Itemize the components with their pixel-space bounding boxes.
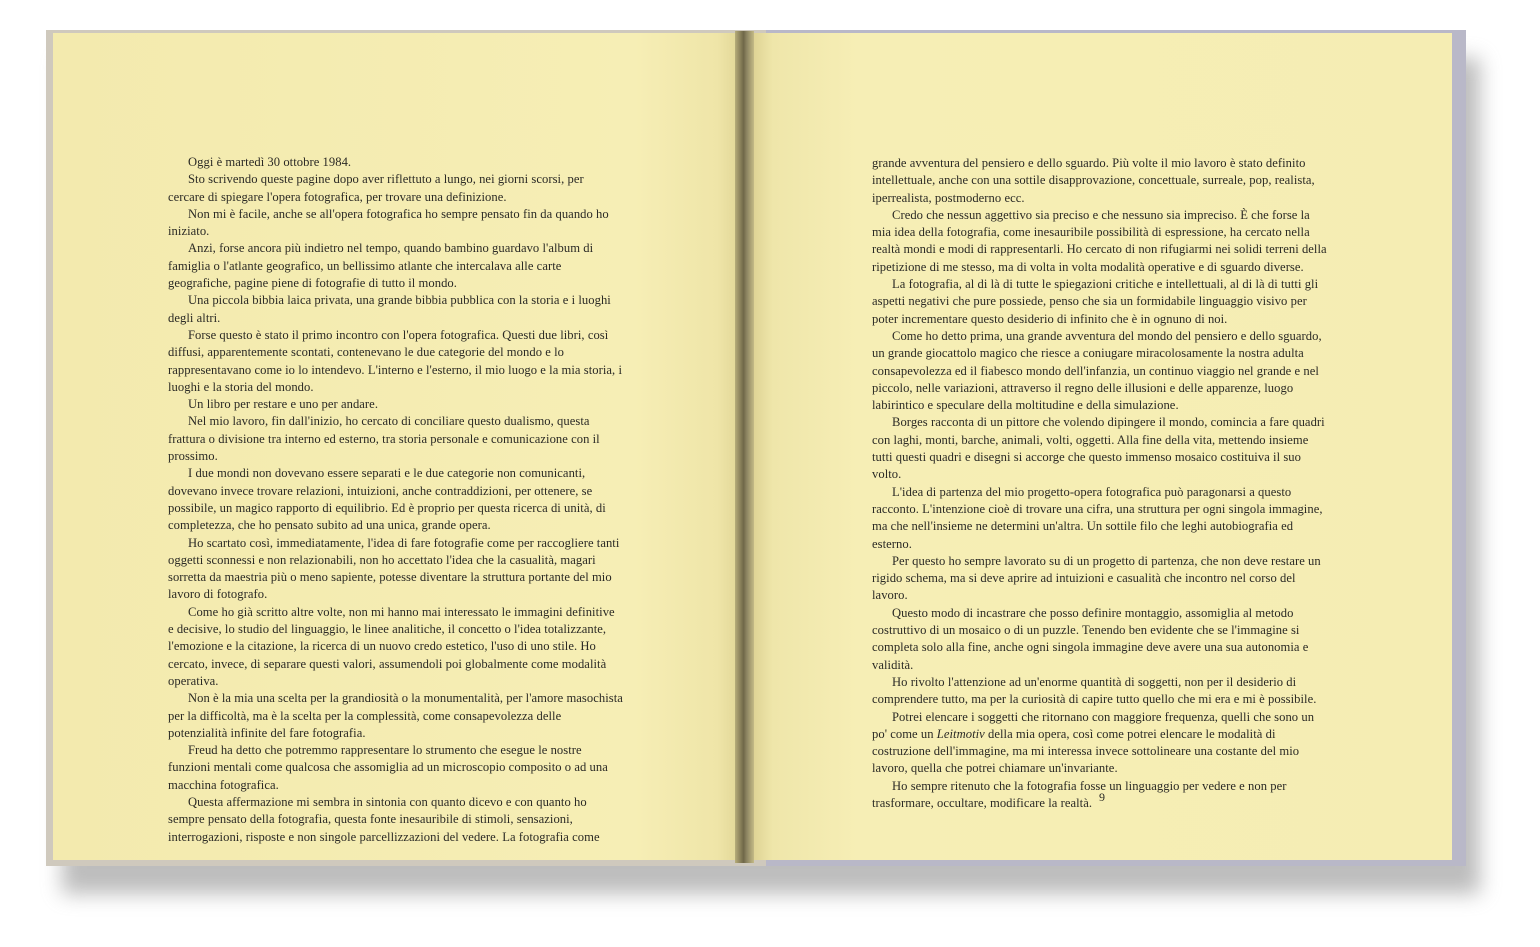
paragraph: Per questo ho sempre lavorato su di un progetto di partenza, che non deve restare un rigido schema, ma si deve aprire ad intuizioni e casualità che incontro nel corso del lavoro. — [872, 553, 1321, 603]
paragraph: Un libro per restare e uno per andare. — [188, 397, 379, 412]
paragraph: Forse questo è stato il primo incontro con l'opera fotografica. Questi due libri, così diffusi, apparentemente scontati, contenevano le due categorie del mondo e lo rappresentavano come io lo intendevo. L'interno e l'esterno, il mio luogo e la mia storia, i luoghi e la storia del mondo. — [168, 327, 622, 394]
page-number: 9 — [1099, 790, 1105, 804]
paragraph: Una piccola bibbia laica privata, una grande bibbia pubblica con la storia e i luoghi degli altri. — [168, 293, 611, 325]
paragraph: Potrei elencare i soggetti che ritornano con maggiore frequenza, quelli che sono un po' come un Leitmotiv della mia opera, così come potrei elencare le modalità di costruzione dell'immagine, ma mi interessa invece sottolineare una costante del mio lavoro, quella che potrei chiamare un'invariante. — [872, 709, 1315, 776]
right-page-text — [872, 155, 1332, 812]
paragraph: Freud ha detto che potremmo rappresentare lo strumento che esegue le nostre funzioni mentali come qualcosa che assomiglia ad un microscopio composito o ad una macchina fotografica. — [168, 743, 608, 792]
paragraph: La fotografia, al di là di tutte le spiegazioni critiche e intellettuali, al di là di tutti gli aspetti negativi che pure possiede, penso che sia un formidabile linguaggio visivo per poter incrementare questo desiderio di infinito che è in ognuno di noi. — [872, 277, 1319, 326]
paragraph: Ho scartato così, immediatamente, l'idea di fare fotografie come per raccogliere tanti oggetti sconnessi e non relazionabili, non ho accettato l'idea che la casualità, magari sorretta da maestria più o meno sapiente, potesse diventare la struttura portante del mio lavoro di fotografo. — [168, 535, 620, 602]
paragraph: Ho rivolto l'attenzione ad un'enorme quantità di soggetti, non per il desiderio di comprendere tutto, ma per la curiosità di capire tutto quello che mi era e mi è possibile. — [872, 674, 1317, 707]
paragraph-continuation: grande avventura del pensiero e dello sguardo. Più volte il mio lavoro è stato definito intellettuale, anche con una sottile disapprovazione, concettuale, surreale, pop, realista, iperrealista, postmoderno ecc. — [872, 156, 1315, 205]
italic-word: Leitmotiv — [936, 726, 985, 741]
paragraph: I due mondi non dovevano essere separati e le due categorie non comunicanti, dovevano invece trovare relazioni, intuizioni, anche contraddizioni, per ottenere, se possibile, un magico rapporto di equilibrio. Ed è proprio per questa ricerca di unità, di completezza, che ho pensato subito ad una unica, grande opera. — [168, 466, 606, 533]
book-gutter — [735, 31, 754, 863]
paragraph: Ho sempre ritenuto che la fotografia fosse un linguaggio per vedere e non per trasformare, occultare, modificare la realtà. — [872, 778, 1287, 810]
paragraph: Non è la mia una scelta per la grandiosità o la monumentalità, per l'amore masochista per la difficoltà, ma è la scelta per la complessità, come consapevolezza delle potenzialità infinite del fare fotografia. — [168, 691, 623, 740]
paragraph: Credo che nessun aggettivo sia preciso e che nessuno sia impreciso. È che forse la mia idea della fotografia, come inesauribile possibilità di espressione, ha cercato nella realtà mondi e modi di rappresentarli. Ho cercato di non rifugiarmi nei solidi terreni della ripetizione di me stesso, ma di volta in volta modalità operative e di sguardo diverse. — [872, 207, 1327, 274]
paragraph: Sto scrivendo queste pagine dopo aver riflettuto a lungo, nei giorni scorsi, per cercare di spiegare l'opera fotografica, per trovare una definizione. — [168, 172, 584, 204]
left-page-text — [168, 154, 623, 846]
paragraph: Nel mio lavoro, fin dall'inizio, ho cercato di conciliare questo dualismo, questa frattura o divisione tra interno ed esterno, tra storia personale e comunicazione con il prossimo. — [168, 414, 600, 464]
paragraph: Come ho detto prima, una grande avventura del mondo del pensiero e dello sguardo, un grande giocattolo magico che riesce a coniugare miracolosamente la nostra adulta consapevolezza ed il fiabesco mondo dell'infanzia, un continuo viaggio nel grande e nel piccolo, nelle variazioni, attraverso il regno delle illusioni e delle apparenze, luogo labirintico e speculare della moltitudine e della simulazione. — [872, 328, 1322, 413]
paragraph: Anzi, forse ancora più indietro nel tempo, quando bambino guardavo l'album di famiglia o l'atlante geografico, un bellissimo atlante che intercalava alle carte geografiche, pagine piene di fotografie di tutto il mondo. — [168, 241, 594, 291]
paragraph: Non mi è facile, anche se all'opera fotografica ho sempre pensato fin da quando ho iniziato. — [168, 206, 609, 239]
paragraph: Questo modo di incastrare che posso definire montaggio, assomiglia al metodo costruttivo di un mosaico o di un puzzle. Tenendo ben evidente che se l'immagine si completa solo alla fine, anche ogni singola immagine deve avere una sua autonomia e validità. — [872, 605, 1309, 672]
paragraph: Questa affermazione mi sembra in sintonia con quanto dicevo e con quanto ho sempre pensato della fotografia, questa fonte inesauribile di stimoli, sensazioni, interrogazioni, risposte e non singole parcellizzazioni del vedere. La fotografia come — [168, 794, 600, 844]
paragraph: Borges racconta di un pittore che volendo dipingere il mondo, comincia a fare quadri con laghi, monti, barche, animali, volti, oggetti. Alla fine della vita, mettendo insieme tutti questi quadri e disegni si accorge che questo immenso mosaico costituiva il suo volto. — [872, 415, 1325, 482]
paragraph: L'idea di partenza del mio progetto-opera fotografica può paragonarsi a questo racconto. L'intenzione cioè di trovare una cifra, una struttura per ogni singola immagine, ma che nell'insieme ne determini un'altra. Un sottile filo che leghi autobiografia ed esterno. — [872, 484, 1323, 551]
paragraph: Come ho già scritto altre volte, non mi hanno mai interessato le immagini definitive e decisive, lo studio del linguaggio, le linee analitiche, il concetto o l'idea totalizzante, l'emozione e la citazione, la ricerca di un nuovo credo estetico, l'uso di uno stile. Ho cercato, invece, di separare questi valori, assumendoli poi globalmente come modalità operativa. — [168, 604, 615, 688]
paragraph: Oggi è martedì 30 ottobre 1984. — [188, 155, 352, 169]
